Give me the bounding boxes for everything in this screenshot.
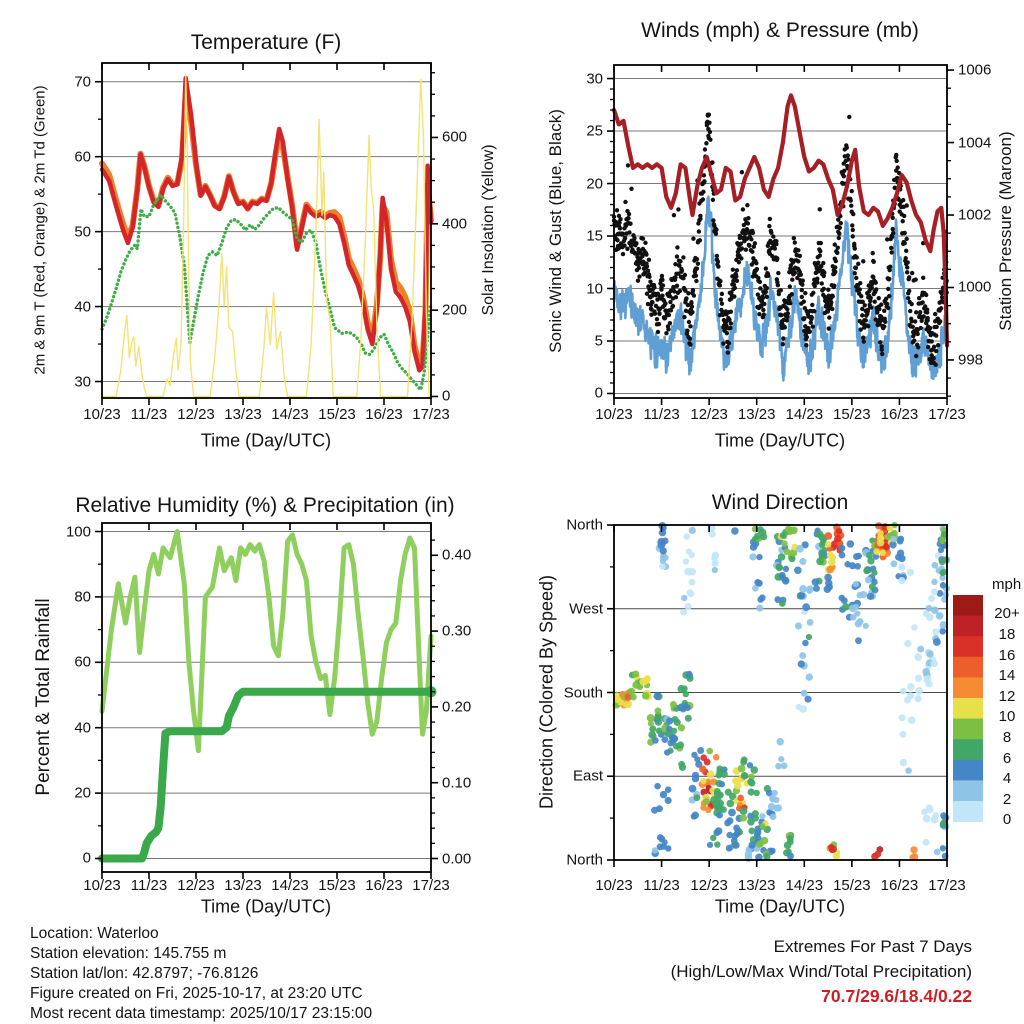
data-timestamp-line: Most recent data timestamp: 2025/10/17 23:15:00 (30, 1005, 373, 1022)
x-tick-label: 16/23 (365, 406, 403, 423)
elevation-line: Station elevation: 145.755 m (30, 945, 227, 962)
station-pressure-axis-label: Station Pressure (Maroon) (996, 131, 1015, 331)
x-tick-label: 17/23 (928, 406, 966, 423)
colorbar-tick-label: 16 (998, 646, 1016, 664)
colorbar-tick-label: 2 (1002, 790, 1012, 808)
direction-y-tick-label: North (566, 851, 603, 869)
precip-y-tick-label: 0.20 (442, 698, 472, 716)
colorbar-tick-label: 0 (1002, 811, 1012, 829)
wind-y-tick-label: 15 (586, 227, 603, 245)
temp-y-tick-label: 40 (74, 298, 91, 316)
x-tick-label: 16/23 (365, 877, 403, 894)
x-tick-label: 15/23 (318, 877, 356, 894)
solar-insolation-axis-label: Solar Insolation (Yellow) (480, 144, 497, 316)
wind-direction-xaxis-title: Time (Day/UTC) (714, 896, 846, 917)
humidity-y-tick-label: 60 (74, 653, 91, 671)
extremes-subheading: (High/Low/Max Wind/Total Precipitation) (670, 962, 972, 981)
humidity-y-tick-label: 80 (74, 588, 91, 606)
direction-y-tick-label: West (569, 600, 603, 618)
figure-created-line: Figure created on Fri, 2025-10-17, at 23:20 UTC (30, 985, 363, 1002)
wind-y-tick-label: 20 (586, 175, 603, 193)
direction-y-tick-label: East (572, 767, 603, 785)
x-tick-label: 13/23 (224, 877, 262, 894)
x-tick-label: 13/23 (737, 877, 776, 894)
x-tick-label: 14/23 (785, 877, 824, 894)
wind-y-tick-label: 10 (586, 280, 603, 297)
station-metadata (30, 924, 372, 1024)
winds-xaxis-title: Time (Day/UTC) (714, 430, 846, 451)
extremes-block (671, 934, 972, 1009)
x-tick-label: 17/23 (412, 877, 450, 894)
extremes-values: 70.7/29.6/18.4/0.22 (821, 986, 972, 1006)
colorbar-title: mph (992, 576, 1022, 593)
extremes-heading: Extremes For Past 7 Days (773, 937, 972, 956)
temperature-chart-title: Temperature (F) (190, 31, 342, 54)
humidity-y-tick-label: 0 (82, 849, 91, 867)
x-tick-label: 15/23 (318, 406, 356, 423)
colorbar-tick-label: 14 (998, 667, 1016, 685)
x-tick-label: 16/23 (880, 877, 919, 894)
wind-y-tick-label: 30 (586, 70, 603, 88)
wind-direction-chart-title: Wind Direction (711, 491, 849, 514)
x-tick-label: 11/23 (643, 406, 680, 423)
x-tick-label: 14/23 (785, 406, 824, 423)
direction-y-tick-label: North (566, 516, 603, 534)
latlon-line: Station lat/lon: 42.8797; -76.8126 (30, 965, 259, 982)
colorbar-tick-label: 10 (998, 708, 1016, 726)
winds-pressure-chart-title: Winds (mph) & Pressure (mb) (641, 19, 919, 42)
temp-y-tick-label: 50 (74, 223, 91, 241)
insolation-y-tick-label: 400 (442, 215, 468, 233)
precip-y-tick-label: 0.30 (442, 622, 472, 640)
x-tick-label: 11/23 (130, 406, 168, 423)
x-tick-label: 17/23 (412, 406, 450, 423)
wind-gust-axis-label: Sonic Wind & Gust (Blue, Black) (546, 109, 565, 353)
pressure-y-tick-label: 1000 (958, 278, 992, 296)
wind-y-tick-label: 0 (594, 384, 603, 402)
humidity-y-tick-label: 40 (74, 719, 91, 737)
x-tick-label: 14/23 (271, 406, 309, 423)
x-tick-label: 15/23 (833, 406, 871, 423)
x-tick-label: 12/23 (177, 406, 215, 423)
temperature-xaxis-title: Time (Day/UTC) (200, 430, 332, 451)
humidity-xaxis-title: Time (Day/UTC) (200, 896, 332, 917)
humidity-y-tick-label: 20 (74, 784, 91, 802)
x-tick-label: 17/23 (928, 877, 966, 894)
direction-axis-label: Direction (Colored By Speed) (536, 574, 557, 810)
x-tick-label: 12/23 (690, 877, 728, 894)
pressure-y-tick-label: 998 (958, 351, 984, 369)
temp-y-tick-label: 60 (74, 148, 91, 166)
x-tick-label: 11/23 (130, 877, 168, 894)
x-tick-label: 12/23 (177, 877, 215, 894)
temp-y-tick-label: 30 (74, 373, 91, 390)
x-tick-label: 13/23 (737, 406, 776, 423)
x-tick-label: 10/23 (595, 406, 633, 423)
x-tick-label: 14/23 (271, 877, 309, 894)
x-tick-label: 12/23 (690, 406, 728, 423)
location-line: Location: Waterloo (30, 925, 159, 942)
colorbar-tick-label: 12 (998, 687, 1016, 705)
pressure-y-tick-label: 1002 (958, 206, 992, 224)
precip-y-tick-label: 0.10 (442, 774, 472, 792)
x-tick-label: 10/23 (83, 406, 121, 423)
precip-y-tick-label: 0.40 (442, 546, 472, 564)
temperature-left-axis-label: 2m & 9m T (Red, Orange) & 2m Td (Green) (31, 85, 49, 375)
colorbar-tick-label: 18 (998, 625, 1016, 643)
x-tick-label: 10/23 (595, 877, 633, 894)
direction-y-tick-label: South (563, 684, 603, 701)
humidity-y-tick-label: 100 (65, 523, 91, 540)
x-tick-label: 10/23 (83, 877, 121, 894)
insolation-y-tick-label: 200 (442, 301, 468, 319)
insolation-y-tick-label: 0 (442, 387, 451, 405)
wind-y-tick-label: 25 (586, 122, 603, 140)
x-tick-label: 13/23 (224, 406, 262, 423)
colorbar-tick-label: 20+ (994, 605, 1020, 623)
pressure-y-tick-label: 1006 (958, 61, 992, 79)
colorbar-tick-label: 6 (1002, 749, 1012, 767)
colorbar-tick-label: 8 (1002, 728, 1012, 746)
wind-y-tick-label: 5 (594, 332, 603, 350)
humidity-precip-chart-title: Relative Humidity (%) & Precipitation (in) (75, 494, 455, 517)
precip-y-tick-label: 0.00 (442, 850, 472, 867)
pressure-y-tick-label: 1004 (958, 134, 992, 152)
percent-rainfall-axis-label: Percent & Total Rainfall (33, 598, 54, 796)
colorbar-tick-label: 4 (1002, 770, 1012, 788)
x-tick-label: 15/23 (833, 877, 871, 894)
x-tick-label: 16/23 (880, 406, 919, 423)
temp-y-tick-label: 70 (74, 73, 91, 91)
x-tick-label: 11/23 (643, 877, 680, 894)
insolation-y-tick-label: 600 (442, 128, 468, 146)
